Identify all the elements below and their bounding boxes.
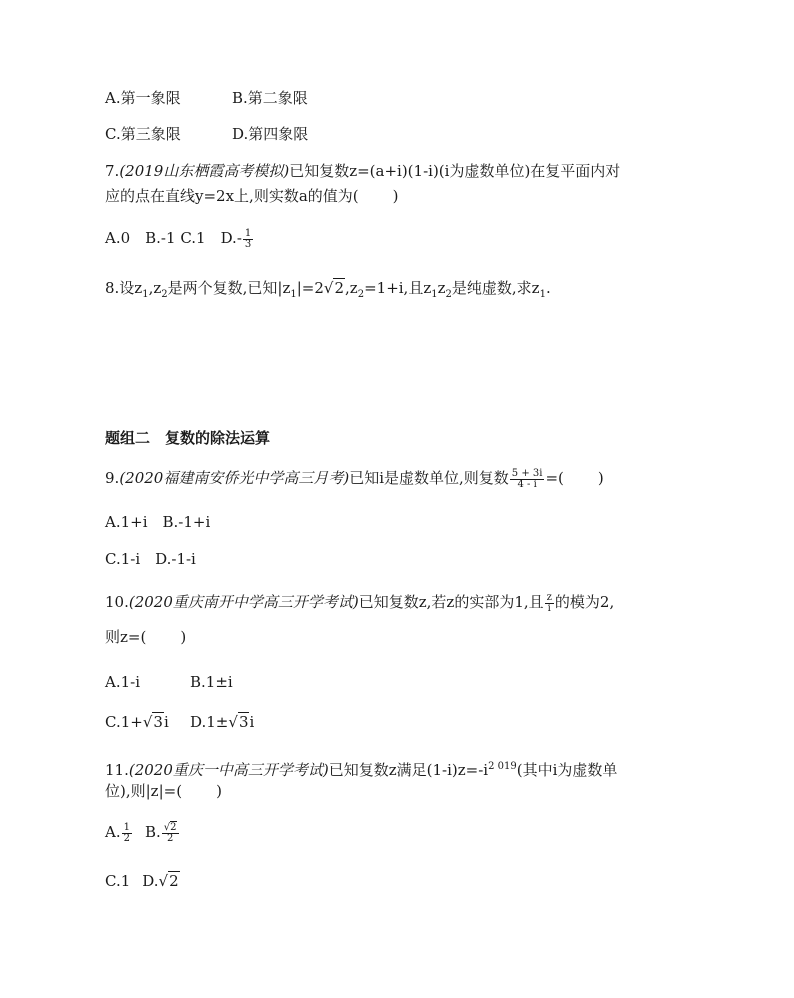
option-text: B. (144, 823, 161, 841)
subscript: 1 (142, 289, 149, 300)
q8-text: ,z (148, 279, 162, 297)
q10-option-c (105, 712, 190, 732)
q11-stem-end: (其中i为虚数单 (516, 761, 618, 779)
q11-option-b-fraction (162, 823, 179, 844)
radicand: 2 (170, 821, 177, 833)
fraction-numerator: 1 (123, 821, 130, 833)
fraction-numerator: 1 (244, 227, 252, 239)
q10-stem-continued: 则z=( (105, 628, 147, 646)
fraction-denominator: i (547, 602, 551, 614)
option-text: D. (142, 872, 159, 890)
q9-fraction (510, 469, 545, 490)
q11-stem-line1 (105, 757, 617, 780)
q6-option-a: A.第一象限 (105, 89, 181, 107)
subscript: 2 (161, 289, 168, 300)
q8-text: =1+i,且z (364, 279, 432, 297)
q11-number: 11. (105, 761, 129, 779)
subscript: 1 (290, 289, 297, 300)
q6-options-row2 (105, 124, 308, 144)
q7-stem-continued: 应的点在直线y=2x上,则实数a的值为( (105, 187, 359, 205)
q10-stem-text: 已知复数z,若z的实部为1,且 (358, 593, 544, 611)
option-text: A. (105, 823, 121, 841)
fraction-denominator: 2 (123, 832, 130, 844)
superscript: 2 019 (488, 761, 517, 772)
sqrt-symbol: √3 (228, 713, 249, 731)
fraction-numerator: √2 (163, 821, 177, 833)
subscript: 2 (357, 289, 365, 300)
q10-source: (2020重庆南开中学高三开学考试) (128, 593, 359, 611)
q9-number: 9. (105, 469, 120, 487)
q7-option-d-fraction (243, 229, 253, 250)
q11-close-paren: ) (216, 782, 222, 800)
sqrt-symbol: √2 (158, 872, 179, 890)
subscript: 1 (431, 289, 438, 300)
option-text: C.1+ (105, 713, 143, 731)
option-text: i (163, 713, 169, 731)
q8-text: |=2 (296, 279, 324, 297)
fraction-numerator: z (546, 591, 552, 603)
radicand: 2 (169, 872, 179, 890)
q10-fraction (545, 593, 554, 614)
radicand: 3 (153, 713, 163, 731)
q6-option-c: C.第三象限 (105, 125, 181, 143)
q8-text: ,z (345, 279, 358, 297)
q10-option-b: B.1±i (190, 673, 233, 691)
q10-close-paren: ) (180, 628, 187, 646)
q9-options-row2: C.1-i D.-1-i (105, 550, 196, 568)
q8-text: 是纯虚数,求z (451, 279, 540, 297)
q10-options-row1 (105, 672, 233, 692)
q10-stem-end: 的模为2, (554, 593, 615, 611)
q9-stem (105, 468, 604, 490)
q6-option-b: B.第二象限 (232, 89, 308, 107)
q6-option-d: D.第四象限 (232, 125, 309, 143)
option-text: i (249, 713, 255, 731)
q8-stem (105, 278, 551, 305)
q7-number: 7. (105, 162, 120, 180)
sqrt-symbol: √2 (323, 279, 345, 297)
q9-options-row1: A.1+i B.-1+i (105, 513, 211, 531)
q11-stem-continued: 位),则|z|=( (105, 782, 183, 800)
subscript: 1 (539, 289, 546, 300)
q7-stem: 已知复数z=(a+i)(1-i)(i为虚数单位)在复平面内对 (289, 162, 621, 180)
q8-text: 8.设z (105, 279, 143, 297)
fraction-numerator: 5 + 3i (511, 467, 543, 479)
fraction-denominator: 4 - i (517, 478, 537, 490)
q7-stem-line2 (105, 186, 398, 206)
q9-stem-end: =( (545, 469, 564, 487)
q10-stem-line1 (105, 592, 614, 614)
q7-options-text: A.0 B.-1 C.1 D.- (105, 229, 242, 247)
q11-options-row1 (105, 822, 180, 844)
q7-source: (2019山东栖霞高考模拟) (119, 162, 290, 180)
section-heading: 题组二 复数的除法运算 (105, 429, 271, 447)
q9-source: (2020福建南安侨光中学高三月考) (119, 469, 350, 487)
q8-text: 是两个复数,已知|z (167, 279, 291, 297)
q11-stem-text: 已知复数z满足(1-i)z=-i (328, 761, 489, 779)
sqrt-symbol: √3 (142, 713, 163, 731)
q11-options-row2 (105, 871, 180, 891)
q11-source: (2020重庆一中高三开学考试) (128, 761, 329, 779)
q7-options (105, 228, 254, 250)
q7-stem-line1 (105, 161, 620, 181)
q7-close-paren: ) (392, 187, 399, 205)
subscript: 2 (445, 289, 452, 300)
q11-option-c: C.1 (105, 872, 131, 890)
q10-number: 10. (105, 593, 129, 611)
q11-stem-line2 (105, 781, 222, 801)
q9-close-paren: ) (597, 469, 604, 487)
q8-text: . (545, 279, 551, 297)
q11-option-a-fraction (122, 823, 132, 844)
radicand: 3 (238, 713, 249, 731)
fraction-denominator: 2 (166, 832, 174, 844)
q8-text: z (437, 279, 446, 297)
option-text: D.1± (190, 713, 229, 731)
fraction-denominator: 3 (244, 238, 252, 250)
q9-stem-text: 已知i是虚数单位,则复数 (349, 469, 509, 487)
radicand: 2 (334, 279, 345, 297)
q10-option-d (190, 712, 254, 732)
q10-option-a: A.1-i (105, 673, 141, 691)
q10-options-row2 (105, 712, 254, 732)
q6-options-row1 (105, 88, 308, 108)
q10-stem-line2 (105, 627, 186, 647)
